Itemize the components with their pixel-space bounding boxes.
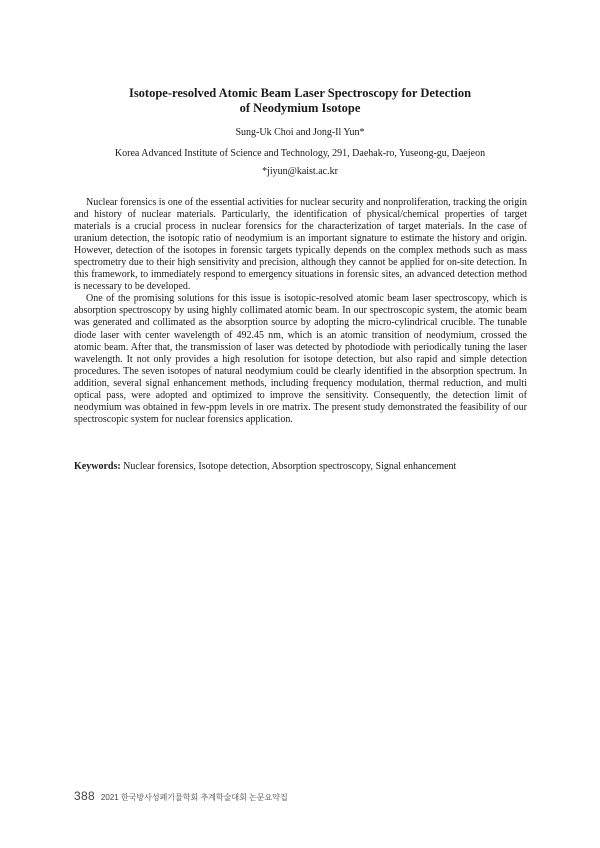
conference-name: 2021 한국방사성폐기물학회 추계학술대회 논문요약집 [100, 793, 288, 802]
authors: Sung-Uk Choi and Jong-Il Yun* [235, 127, 365, 138]
paper-title [60, 86, 540, 116]
keywords-label: Keywords: [74, 461, 121, 472]
title-line-1: Isotope-resolved Atomic Beam Laser Spectroscopy for Detection [128, 86, 472, 100]
abstract-paragraph-2: One of the promising solutions for this issue is isotopic-resolved atomic beam laser spectroscopy, which is absorption spectroscopy by using highly collimated atomic beam. In our spectroscopic system, the atomic beam was generated and collimated as the absorption source by adopting the micro-cylindrical crucible. The tunable diode laser with center wavelength of 492.45 nm, which is an atomic transition of neodymium, crossed the atomic beam. After that, the transmission of laser was detected by photodiode with periodically tuning the laser wavelength. It not only provides a high resolution for isotope detection, but also rapid and simple detection procedures. The seven isotopes of natural neodymium could be clearly identified in the absorption spectrum. In addition, several signal enhancement methods, including frequency modulation, thermal reduction, and multi optical pass, were adopted and optimized to improve the sensitivity. Consequently, the detection limit of neodymium was obtained in few-ppm levels in ore matrix. The present study demonstrated the feasibility of our spectroscopic system for nuclear forensics application. [74, 293, 527, 425]
keywords [74, 461, 527, 473]
page-footer [74, 789, 288, 803]
corresponding-email: *jiyun@kaist.ac.kr [262, 166, 338, 177]
page-number: 388 [74, 789, 95, 803]
abstract [74, 197, 527, 426]
title-line-2: of Neodymium Isotope [239, 101, 361, 115]
abstract-paragraph-1: Nuclear forensics is one of the essential activities for nuclear security and nonproliferation, tracking the origin and history of nuclear materials. Particularly, the identification of physical/chemical properties of target materials is a crucial process in nuclear forensics for the characterization of target materials. In the case of uranium detection, the isotopic ratio of neodymium is an important signature to estimate the history and origin. However, detection of the isotopes in forensic targets typically depends on the complex methods such as mass spectrometry due to their high sensitivity and precision, although they cannot be applied for on-site detection. In this framework, to immediately respond to emergency situations in forensic sites, an advanced detection method is necessary to be developed. [74, 197, 527, 293]
keywords-list: Nuclear forensics, Isotope detection, Absorption spectroscopy, Signal enhancement [120, 461, 457, 472]
affiliation: Korea Advanced Institute of Science and Technology, 291, Daehak-ro, Yuseong-gu, Daejeon [114, 148, 486, 159]
